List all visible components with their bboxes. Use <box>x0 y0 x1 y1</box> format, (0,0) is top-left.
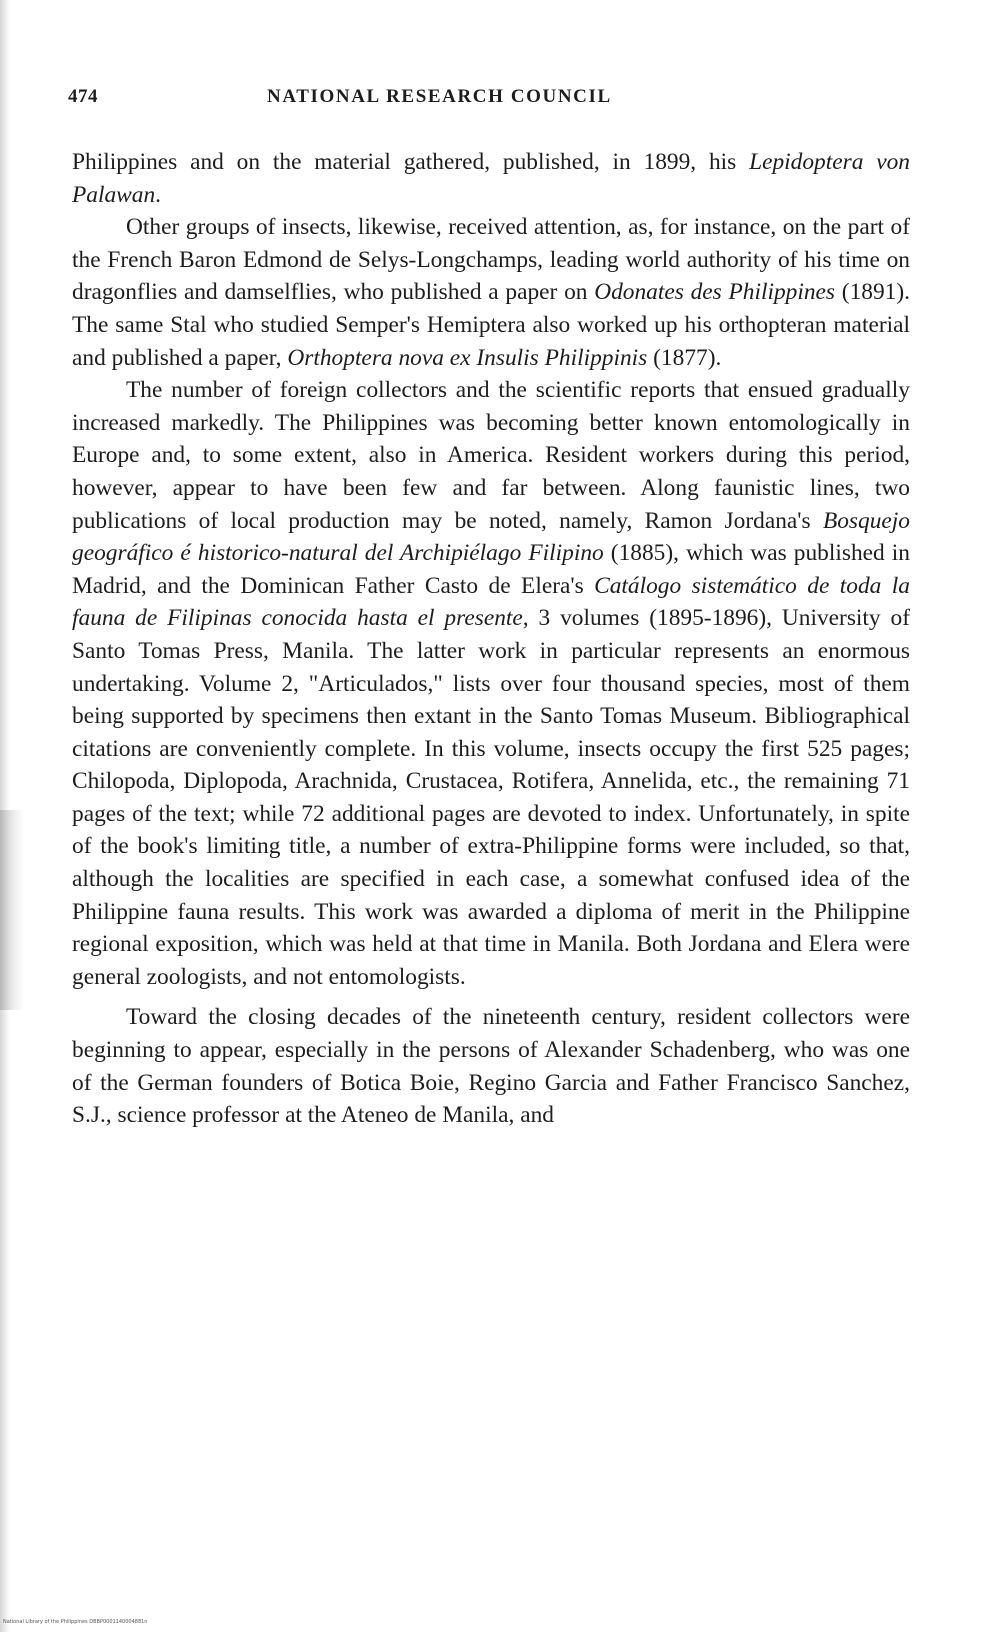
paragraph-3 <box>72 374 910 993</box>
book-title-catalogo: Catálogo sistemático de toda la fauna de Filipinas conocida hasta el presente <box>72 572 910 632</box>
paragraph-3-middle: (1885), which was published in Madrid, and the Dominican Father Casto de Elera's <box>72 540 910 599</box>
paragraph-4-text: Toward the closing decades of the nineteenth century, resident collectors were beginning to appear, especially in the persons of Alexander Schadenberg, who was one of the German founders of Botica Boie, Regino Garcia and Father Francisco Sanchez, S.J., science professor at the Ateneo de Manila, and <box>72 1004 910 1129</box>
book-title-orthoptera: Orthoptera nova ex Insulis Philippinis <box>287 344 648 371</box>
paragraph-3-end: , 3 volumes (1895-1896), University of Santo Tomas Press, Manila. The latter work in particular represents an enormous undertaking. Volume 2, "Articulados," lists over four thousand species, most of them being supported by specimens then extant in the Santo Tomas Museum. Bibliographical citations are conveniently complete. In this volume, insects occupy the first 525 pages; Chilopoda, Diplopoda, Arachnida, Crustacea, Rotifera, Annelida, etc., the remaining 71 pages of the text; while 72 additional pages are devoted to index. Unfortunately, in spite of the book's limiting title, a number of extra-Philippine forms were included, so that, although the localities are specified in each case, a somewhat confused idea of the Philippine fauna results. This work was awarded a diploma of merit in the Philippine regional exposition, which was held at that time in Manila. Both Jordana and Elera were general zoologists, and not entomologists. <box>72 605 910 990</box>
book-title-bosquejo: Bosquejo geográfico é historico-natural del Archipiélago Filipino <box>72 507 910 567</box>
paragraph-2-end: (1877). <box>647 344 722 371</box>
paragraph-2-text: Other groups of insects, likewise, received attention, as, for instance, on the part of the French Baron Edmond de Selys-Longchamps, leading world authority of his time on dragonflies and damselflies, who published a paper on <box>72 214 910 306</box>
paragraph-3-text: The number of foreign collectors and the scientific reports that ensued gradually increased markedly. The Philippines was becoming better known entomologically in Europe and, to some extent, also in America. Resident workers during this period, however, appear to have been few and far between. Along faunistic lines, two publications of local production may be noted, namely, Ramon Jordana's <box>72 377 910 534</box>
paragraph-4 <box>72 1001 910 1131</box>
paragraph-1-end: . <box>155 181 162 208</box>
paragraph-1-text: Philippines and on the material gathered, published, in 1899, his <box>72 149 750 175</box>
book-title-odonates: Odonates des Philippines <box>594 279 836 306</box>
book-title-lepidoptera: Lepidoptera von Palawan <box>72 149 910 208</box>
page-number: 474 <box>68 86 98 107</box>
paragraph-2 <box>72 211 910 374</box>
running-title: NATIONAL RESEARCH COUNCIL <box>267 86 612 107</box>
paragraph-1 <box>72 146 910 211</box>
running-head <box>68 86 910 116</box>
paragraph-2-middle: (1891). The same Stal who studied Semper's Hemiptera also worked up his orthopteran material and published a paper, <box>72 279 910 371</box>
body-text <box>72 146 910 1132</box>
binding-smudge <box>0 810 24 1010</box>
scan-credit: National Library of the Philippines DBBP0001140004881n <box>3 1619 148 1625</box>
